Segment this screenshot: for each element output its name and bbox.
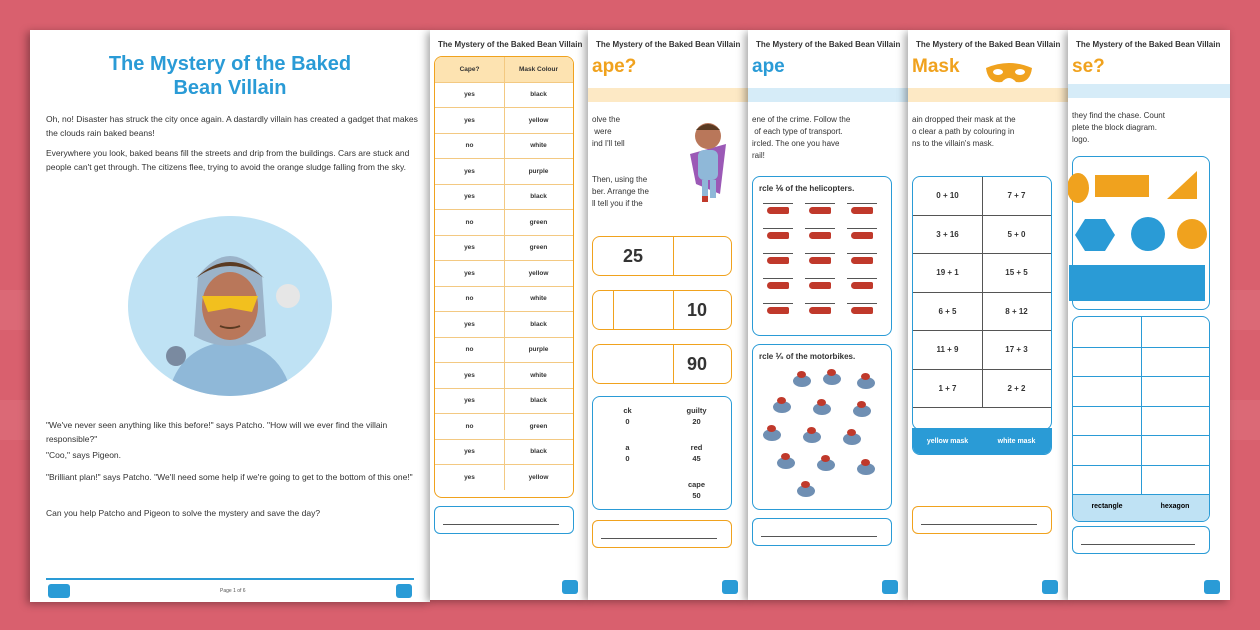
diagram-row	[1073, 435, 1209, 466]
table-row	[435, 261, 573, 287]
motorbike-icon[interactable]	[773, 401, 791, 413]
cape-cell: no	[435, 134, 505, 159]
motorbike-icon[interactable]	[797, 485, 815, 497]
helicopter-icon[interactable]	[851, 232, 873, 239]
suspect-table	[434, 56, 574, 498]
instruction-text: ain dropped their mask at the o clear a path by colouring in ns to the villain's mask.	[912, 115, 1016, 148]
sum-cell[interactable]: 3 + 16	[913, 216, 983, 254]
table-row	[435, 185, 573, 211]
table-header-row	[435, 57, 573, 83]
page-title: ape?	[592, 56, 637, 77]
sum-cell[interactable]: 1 + 7	[913, 370, 983, 408]
instruction-text: they find the chase. Count plete the block diagram. logo.	[1072, 111, 1165, 144]
mask-colour-cell: black	[530, 448, 547, 456]
mask-colour-cell: black	[530, 397, 547, 405]
twinkl-logo-icon	[48, 584, 70, 598]
sum-cell[interactable]: 17 + 3	[1005, 345, 1028, 355]
page-header: The Mystery of the Baked Bean Villain	[756, 40, 901, 49]
mask-colour-cell: white	[530, 142, 547, 150]
cape-cell: no	[435, 287, 505, 312]
clue-grid	[592, 396, 732, 510]
diagram-row	[1073, 406, 1209, 437]
mask-colour-cell: yellow	[528, 116, 549, 124]
helicopter-icon[interactable]	[809, 307, 831, 314]
mask-colour-cell: black	[530, 320, 547, 328]
maze-row	[913, 254, 1051, 293]
table-row	[435, 389, 573, 415]
helicopter-label: rcle ⅙ of the helicopters.	[759, 184, 855, 193]
page-header: The Mystery of the Baked Bean Villain	[1076, 40, 1221, 49]
worksheet-page-3	[588, 30, 748, 600]
motorbike-icon[interactable]	[777, 457, 795, 469]
cape-cell: yes	[435, 363, 505, 388]
triangle-shape	[1165, 169, 1199, 201]
motorbike-icon[interactable]	[857, 377, 875, 389]
mask-colour-cell: green	[529, 218, 548, 226]
title-line-2: Bean Villain	[173, 77, 287, 99]
quote-paragraph: "We've never seen anything like this before!" says Patcho. "How will we ever find the villain responsible?"	[46, 420, 388, 444]
diagram-cell[interactable]	[1141, 376, 1142, 406]
helicopter-icon[interactable]	[809, 282, 831, 289]
table-row	[435, 134, 573, 160]
answer-box[interactable]	[1072, 526, 1210, 554]
cape-cell: yes	[435, 108, 505, 133]
table-row	[435, 440, 573, 466]
diagram-cell[interactable]	[1141, 317, 1142, 347]
clue-cell: red 45	[690, 442, 703, 463]
motorbike-icon[interactable]	[803, 431, 821, 443]
cape-cell: no	[435, 338, 505, 363]
clue-cell: a 0	[625, 442, 630, 463]
helicopter-icon[interactable]	[767, 232, 789, 239]
answer-box[interactable]	[592, 520, 732, 548]
maze-row	[913, 177, 1051, 216]
rectangle-label: rectangle	[1091, 503, 1123, 510]
motorbike-icon[interactable]	[763, 429, 781, 441]
number-box[interactable]: 25	[592, 236, 732, 276]
worksheet-page-5	[908, 30, 1068, 600]
helicopter-icon[interactable]	[767, 207, 789, 214]
maze-row	[913, 370, 1051, 409]
hexagon-shape	[1075, 217, 1115, 253]
table-row	[435, 287, 573, 313]
table-row	[435, 83, 573, 109]
intro-paragraph: Oh, no! Disaster has struck the city once again. A dastardly villain has created a gadget that makes the clouds rain baked beans!	[46, 114, 418, 138]
instruction-text: Then, using the ber. Arrange the ll tell you if the	[592, 175, 649, 208]
page-title: se?	[1072, 56, 1105, 77]
cape-cell: yes	[435, 185, 505, 210]
hexagon-label: hexagon	[1160, 503, 1190, 510]
mask-colour-cell: yellow	[528, 269, 549, 277]
story-paragraph: Everywhere you look, baked beans fill the streets and drip from the buildings. Cars are stuck and people can't get through. The citizens flee, trying to avoid the orange sludge falling from the sky.	[46, 148, 410, 172]
quality-logo-icon	[1042, 580, 1058, 594]
table-row	[435, 236, 573, 262]
maze-row	[913, 293, 1051, 332]
sum-cell[interactable]: 19 + 1	[913, 254, 983, 292]
table-row	[435, 414, 573, 440]
cape-cell: yes	[435, 389, 505, 414]
cape-cell: yes	[435, 83, 505, 108]
motorbike-icon[interactable]	[817, 459, 835, 471]
number-box[interactable]: 90	[592, 344, 732, 384]
diagram-row	[1073, 376, 1209, 407]
quality-logo-icon	[562, 580, 578, 594]
diagram-row	[1073, 347, 1209, 378]
clue-cell: cape 50	[687, 480, 706, 501]
quote-paragraph: "Brilliant plan!" says Patcho. "We'll need some help if we're going to get to the bottom of this one!"	[46, 472, 413, 482]
page-header: The Mystery of the Baked Bean Villain	[596, 40, 741, 49]
mask-colour-cell: purple	[528, 167, 549, 175]
motorbike-icon[interactable]	[853, 405, 871, 417]
helicopter-icon[interactable]	[767, 282, 789, 289]
number-box[interactable]: 10	[592, 290, 732, 330]
cape-cell: no	[435, 414, 505, 439]
diagram-cell[interactable]	[1141, 465, 1142, 495]
shapes-logo-box	[1072, 156, 1210, 310]
sum-cell[interactable]: 15 + 5	[1005, 268, 1028, 278]
cape-cell: yes	[435, 159, 505, 184]
cover-page	[30, 30, 430, 602]
footer-divider	[46, 578, 414, 580]
column-header: Cape?	[435, 57, 505, 82]
diagram-row	[1073, 317, 1209, 348]
instruction-text: olve the were ind I'll tell	[592, 115, 625, 148]
page-title: Mask	[912, 56, 960, 77]
answer-box[interactable]	[912, 506, 1052, 534]
helicopter-icon[interactable]	[809, 207, 831, 214]
circle-shape	[1068, 173, 1089, 203]
helicopter-icon[interactable]	[809, 232, 831, 239]
cape-cell: yes	[435, 261, 505, 286]
quality-logo-icon	[1204, 580, 1220, 594]
diagram-cell[interactable]	[1141, 347, 1142, 377]
motorbike-box	[752, 344, 892, 510]
rectangle-shape	[1095, 175, 1149, 197]
helicopter-icon[interactable]	[851, 282, 873, 289]
page-title	[30, 52, 430, 100]
clue-cell	[593, 472, 662, 509]
mask-colour-cell: black	[530, 193, 547, 201]
helicopter-icon[interactable]	[767, 307, 789, 314]
page-header: The Mystery of the Baked Bean Villain	[916, 40, 1061, 49]
hero-character-image	[680, 114, 732, 204]
sum-cell[interactable]: 2 + 2	[1007, 383, 1026, 393]
quality-logo-icon	[882, 580, 898, 594]
cape-cell: no	[435, 210, 505, 235]
answer-box[interactable]	[434, 506, 574, 534]
yellow-mask-label: yellow mask	[926, 437, 969, 445]
helicopter-icon[interactable]	[767, 257, 789, 264]
cape-cell: yes	[435, 440, 505, 465]
motorbike-label: rcle ⅟₅ of the motorbikes.	[759, 352, 856, 361]
mask-colour-cell: yellow	[528, 473, 549, 481]
diagram-cell[interactable]	[1141, 406, 1142, 436]
title-band	[748, 88, 908, 102]
title-line-1: The Mystery of the Baked	[108, 53, 352, 75]
motorbike-icon[interactable]	[813, 403, 831, 415]
question-paragraph: Can you help Patcho and Pigeon to solve the mystery and save the day?	[46, 508, 321, 518]
cape-cell: yes	[435, 312, 505, 337]
page-title: ape	[752, 56, 785, 77]
helicopter-icon[interactable]	[809, 257, 831, 264]
motorbike-icon[interactable]	[857, 463, 875, 475]
sum-cell[interactable]: 5 + 0	[1007, 229, 1026, 239]
motorbike-icon[interactable]	[823, 373, 841, 385]
worksheet-page-2	[430, 30, 588, 600]
table-row	[435, 210, 573, 236]
circle-shape	[1131, 217, 1165, 251]
maze-row	[913, 331, 1051, 370]
cape-cell: yes	[435, 465, 505, 490]
mask-colour-cell: white	[530, 371, 547, 379]
table-row	[435, 108, 573, 134]
rectangle-shape	[1069, 265, 1205, 301]
maze-footer	[912, 428, 1052, 455]
table-row	[435, 338, 573, 364]
clue-cell: ck 0	[623, 405, 632, 426]
instruction-text: ene of the crime. Follow the of each type of transport. ircled. The one you have rail!	[752, 115, 851, 160]
answer-box[interactable]	[752, 518, 892, 546]
clue-cell: guilty 20	[686, 405, 707, 426]
title-band	[908, 88, 1068, 102]
column-header: Mask Colour	[518, 65, 558, 73]
sum-cell[interactable]: 7 + 7	[1007, 191, 1026, 201]
maze-grid	[912, 176, 1052, 430]
mask-icon	[984, 58, 1034, 88]
title-band	[1068, 84, 1230, 98]
helicopter-icon[interactable]	[851, 207, 873, 214]
mask-colour-cell: green	[529, 422, 548, 430]
mask-colour-cell: purple	[528, 346, 549, 354]
worksheet-page-4	[748, 30, 908, 600]
quality-logo-icon	[722, 580, 738, 594]
villain-portrait-image	[128, 216, 332, 396]
mask-colour-cell: black	[530, 91, 547, 99]
white-mask-label: white mask	[997, 437, 1036, 445]
diagram-label-row	[1073, 495, 1209, 521]
sum-cell[interactable]: 0 + 10	[913, 177, 983, 215]
mask-colour-cell: green	[529, 244, 548, 252]
table-row	[435, 159, 573, 185]
maze-row	[913, 216, 1051, 255]
table-row	[435, 465, 573, 490]
quality-logo-icon	[396, 584, 412, 598]
cape-cell: yes	[435, 236, 505, 261]
motorbike-icon[interactable]	[793, 375, 811, 387]
sum-cell[interactable]: 8 + 12	[1005, 306, 1028, 316]
helicopter-icon[interactable]	[851, 257, 873, 264]
diagram-cell[interactable]	[1141, 435, 1142, 465]
page-header: The Mystery of the Baked Bean Villain	[438, 40, 583, 49]
helicopter-box	[752, 176, 892, 336]
page-number: Page 1 of 6	[220, 588, 246, 594]
circle-shape	[1177, 219, 1207, 249]
sum-cell[interactable]: 6 + 5	[913, 293, 983, 331]
title-band	[588, 88, 748, 102]
worksheet-page-6	[1068, 30, 1230, 600]
table-row	[435, 312, 573, 338]
diagram-row	[1073, 465, 1209, 496]
quote-paragraph: "Coo," says Pigeon.	[46, 450, 122, 460]
sum-cell[interactable]: 11 + 9	[913, 331, 983, 369]
helicopter-icon[interactable]	[851, 307, 873, 314]
motorbike-icon[interactable]	[843, 433, 861, 445]
mask-colour-cell: white	[530, 295, 547, 303]
table-row	[435, 363, 573, 389]
block-diagram	[1072, 316, 1210, 522]
